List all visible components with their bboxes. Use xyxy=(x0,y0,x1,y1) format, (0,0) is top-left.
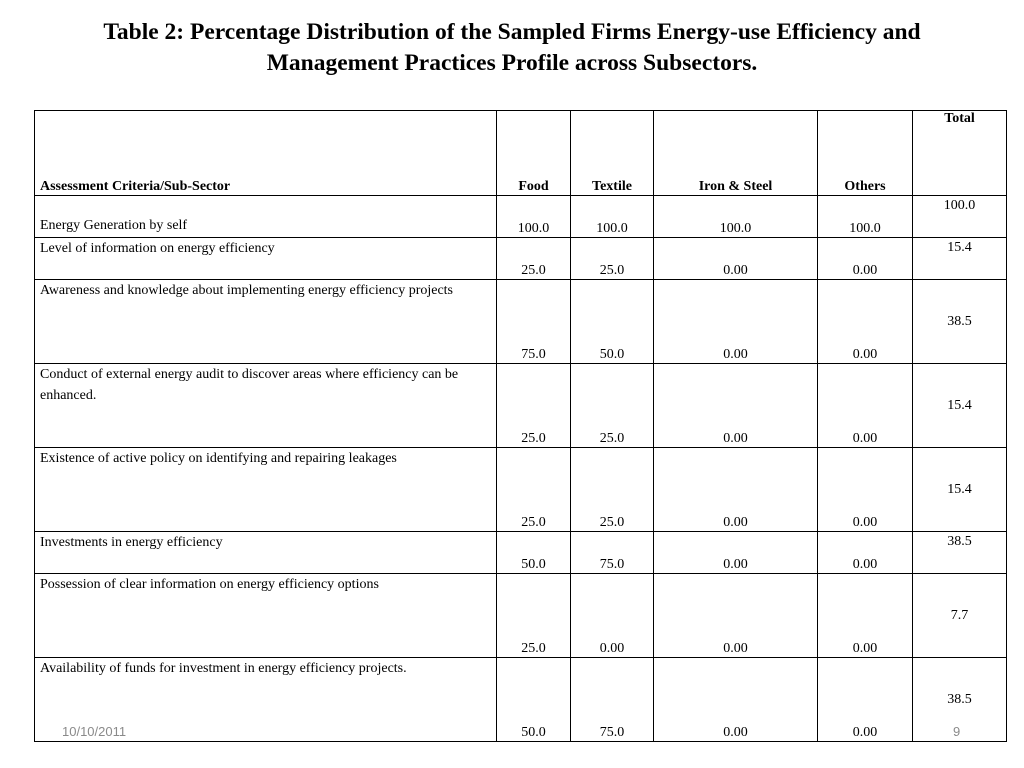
food-cell: 75.0 xyxy=(497,280,571,364)
criteria-cell: Possession of clear information on energy efficiency options xyxy=(35,574,497,658)
textile-cell: 100.0 xyxy=(571,196,654,238)
header-criteria: Assessment Criteria/Sub-Sector xyxy=(35,111,497,196)
total-cell: 15.4 xyxy=(913,364,1007,448)
footer-date: 10/10/2011 xyxy=(62,724,127,739)
header-row xyxy=(35,111,1007,196)
criteria-cell: Investments in energy efficiency xyxy=(35,532,497,574)
iron-steel-cell: 0.00 xyxy=(654,574,818,658)
others-cell: 0.00 xyxy=(818,574,913,658)
total-cell: 38.5 xyxy=(913,658,1007,742)
header-total: Total xyxy=(913,111,1007,196)
textile-cell: 25.0 xyxy=(571,364,654,448)
page-title xyxy=(0,17,1024,79)
others-cell: 0.00 xyxy=(818,532,913,574)
title-line-2: Management Practices Profile across Subsectors. xyxy=(266,50,758,76)
food-cell: 25.0 xyxy=(497,448,571,532)
header-others: Others xyxy=(818,111,913,196)
iron-steel-cell: 0.00 xyxy=(654,238,818,280)
food-cell: 25.0 xyxy=(497,238,571,280)
total-cell: 100.0 xyxy=(913,196,1007,238)
total-cell: 15.4 xyxy=(913,238,1007,280)
food-cell: 25.0 xyxy=(497,364,571,448)
iron-steel-cell: 0.00 xyxy=(654,658,818,742)
header-food: Food xyxy=(497,111,571,196)
textile-cell: 75.0 xyxy=(571,532,654,574)
iron-steel-cell: 0.00 xyxy=(654,448,818,532)
table-row xyxy=(35,238,1007,280)
criteria-cell: Existence of active policy on identifying and repairing leakages xyxy=(35,448,497,532)
textile-cell: 50.0 xyxy=(571,280,654,364)
total-cell: 38.5 xyxy=(913,280,1007,364)
others-cell: 100.0 xyxy=(818,196,913,238)
food-cell: 50.0 xyxy=(497,658,571,742)
header-textile: Textile xyxy=(571,111,654,196)
iron-steel-cell: 0.00 xyxy=(654,364,818,448)
food-cell: 100.0 xyxy=(497,196,571,238)
others-cell: 0.00 xyxy=(818,238,913,280)
criteria-cell: Energy Generation by self xyxy=(35,196,497,238)
table-row xyxy=(35,658,1007,742)
food-cell: 25.0 xyxy=(497,574,571,658)
total-cell: 7.7 xyxy=(913,574,1007,658)
total-cell: 38.5 xyxy=(913,532,1007,574)
criteria-cell: Availability of funds for investment in energy efficiency projects. xyxy=(35,658,497,742)
textile-cell: 25.0 xyxy=(571,448,654,532)
table-row xyxy=(35,280,1007,364)
title-line-1: Table 2: Percentage Distribution of the Sampled Firms Energy-use Efficiency and xyxy=(103,19,921,45)
header-iron-steel: Iron & Steel xyxy=(654,111,818,196)
criteria-cell: Level of information on energy efficiency xyxy=(35,238,497,280)
table-row xyxy=(35,448,1007,532)
food-cell: 50.0 xyxy=(497,532,571,574)
textile-cell: 75.0 xyxy=(571,658,654,742)
textile-cell: 0.00 xyxy=(571,574,654,658)
table-row xyxy=(35,532,1007,574)
iron-steel-cell: 100.0 xyxy=(654,196,818,238)
criteria-cell: Conduct of external energy audit to discover areas where efficiency can be enhanced. xyxy=(35,364,497,448)
table-row xyxy=(35,364,1007,448)
criteria-cell: Awareness and knowledge about implementing energy efficiency projects xyxy=(35,280,497,364)
page-number: 9 xyxy=(953,724,961,739)
textile-cell: 25.0 xyxy=(571,238,654,280)
table-row xyxy=(35,574,1007,658)
others-cell: 0.00 xyxy=(818,280,913,364)
others-cell: 0.00 xyxy=(818,658,913,742)
iron-steel-cell: 0.00 xyxy=(654,532,818,574)
others-cell: 0.00 xyxy=(818,448,913,532)
distribution-table xyxy=(34,110,1007,742)
others-cell: 0.00 xyxy=(818,364,913,448)
iron-steel-cell: 0.00 xyxy=(654,280,818,364)
table-row xyxy=(35,196,1007,238)
total-cell: 15.4 xyxy=(913,448,1007,532)
